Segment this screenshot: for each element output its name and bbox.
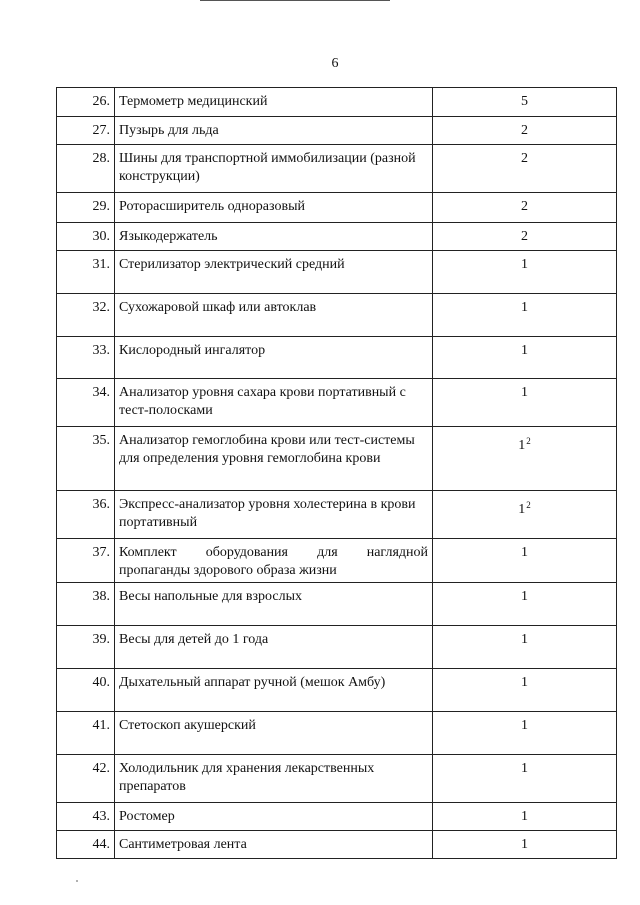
item-name: Языкодержатель	[115, 223, 433, 251]
row-number: 30.	[57, 223, 115, 251]
item-quantity: 1	[433, 755, 617, 803]
item-quantity: 2	[433, 145, 617, 193]
item-quantity: 1	[433, 669, 617, 712]
row-number: 44.	[57, 831, 115, 859]
item-name: Экспресс-анализатор уровня холестерина в крови портативный	[115, 491, 433, 539]
row-number: 35.	[57, 427, 115, 491]
item-name: Кислородный ингалятор	[115, 337, 433, 379]
table-row	[57, 712, 617, 755]
item-name: Анализатор гемоглобина крови или тест-системы для определения уровня гемоглобина крови	[115, 427, 433, 491]
equipment-table	[56, 87, 617, 859]
item-quantity: 1	[433, 831, 617, 859]
row-number: 42.	[57, 755, 115, 803]
item-quantity: 1	[433, 379, 617, 427]
row-number: 29.	[57, 193, 115, 223]
item-name: Шины для транспортной иммобилизации (разной конструкции)	[115, 145, 433, 193]
row-number: 27.	[57, 117, 115, 145]
item-name: Пузырь для льда	[115, 117, 433, 145]
item-name: Весы напольные для взрослых	[115, 583, 433, 626]
item-name: Холодильник для хранения лекарственных препаратов	[115, 755, 433, 803]
item-quantity: 2	[433, 193, 617, 223]
item-quantity: 1	[433, 337, 617, 379]
page-number: 6	[331, 56, 339, 71]
table-row	[57, 145, 617, 193]
table-row	[57, 88, 617, 117]
item-quantity: 2	[433, 117, 617, 145]
footnote-mark: 2	[526, 436, 531, 446]
item-quantity: 1	[433, 626, 617, 669]
table-row	[57, 491, 617, 539]
item-name: Стетоскоп акушерский	[115, 712, 433, 755]
row-number: 36.	[57, 491, 115, 539]
scan-edge-line	[200, 0, 390, 1]
item-quantity: 1	[433, 712, 617, 755]
item-quantity: 1$^2$	[433, 427, 617, 491]
table-row	[57, 755, 617, 803]
table-row	[57, 223, 617, 251]
row-number: 43.	[57, 803, 115, 831]
table-row	[57, 831, 617, 859]
table-row	[57, 803, 617, 831]
table-row	[57, 427, 617, 491]
item-quantity: 2	[433, 223, 617, 251]
row-number: 31.	[57, 251, 115, 294]
item-name: Стерилизатор электрический средний	[115, 251, 433, 294]
item-quantity: 1	[433, 539, 617, 583]
item-name	[115, 539, 433, 583]
item-name: Сухожаровой шкаф или автоклав	[115, 294, 433, 337]
table-row	[57, 117, 617, 145]
item-quantity: 1$^2$	[433, 491, 617, 539]
table-row	[57, 251, 617, 294]
table-row	[57, 583, 617, 626]
item-name-line-2: пропаганды здорового образа жизни	[119, 563, 337, 578]
item-quantity: 1	[433, 583, 617, 626]
footnote-mark: 2	[526, 500, 531, 510]
row-number: 26.	[57, 88, 115, 117]
row-number: 39.	[57, 626, 115, 669]
row-number: 40.	[57, 669, 115, 712]
table-row	[57, 337, 617, 379]
item-quantity: 5	[433, 88, 617, 117]
table-row	[57, 294, 617, 337]
table-row	[57, 539, 617, 583]
scan-speck	[76, 880, 78, 882]
item-name: Ростомер	[115, 803, 433, 831]
item-name: Термометр медицинский	[115, 88, 433, 117]
item-quantity: 1	[433, 803, 617, 831]
row-number: 38.	[57, 583, 115, 626]
table-row	[57, 626, 617, 669]
row-number: 28.	[57, 145, 115, 193]
item-quantity: 1	[433, 294, 617, 337]
table-row	[57, 379, 617, 427]
table-row	[57, 669, 617, 712]
item-name: Дыхательный аппарат ручной (мешок Амбу)	[115, 669, 433, 712]
row-number: 32.	[57, 294, 115, 337]
row-number: 34.	[57, 379, 115, 427]
row-number: 33.	[57, 337, 115, 379]
row-number: 41.	[57, 712, 115, 755]
item-name-line-1: Комплект оборудования для наглядной	[119, 545, 428, 560]
item-name: Анализатор уровня сахара крови портативный с тест-полосками	[115, 379, 433, 427]
item-name: Сантиметровая лента	[115, 831, 433, 859]
table-row	[57, 193, 617, 223]
item-quantity: 1	[433, 251, 617, 294]
item-name: Роторасширитель одноразовый	[115, 193, 433, 223]
row-number: 37.	[57, 539, 115, 583]
item-name: Весы для детей до 1 года	[115, 626, 433, 669]
